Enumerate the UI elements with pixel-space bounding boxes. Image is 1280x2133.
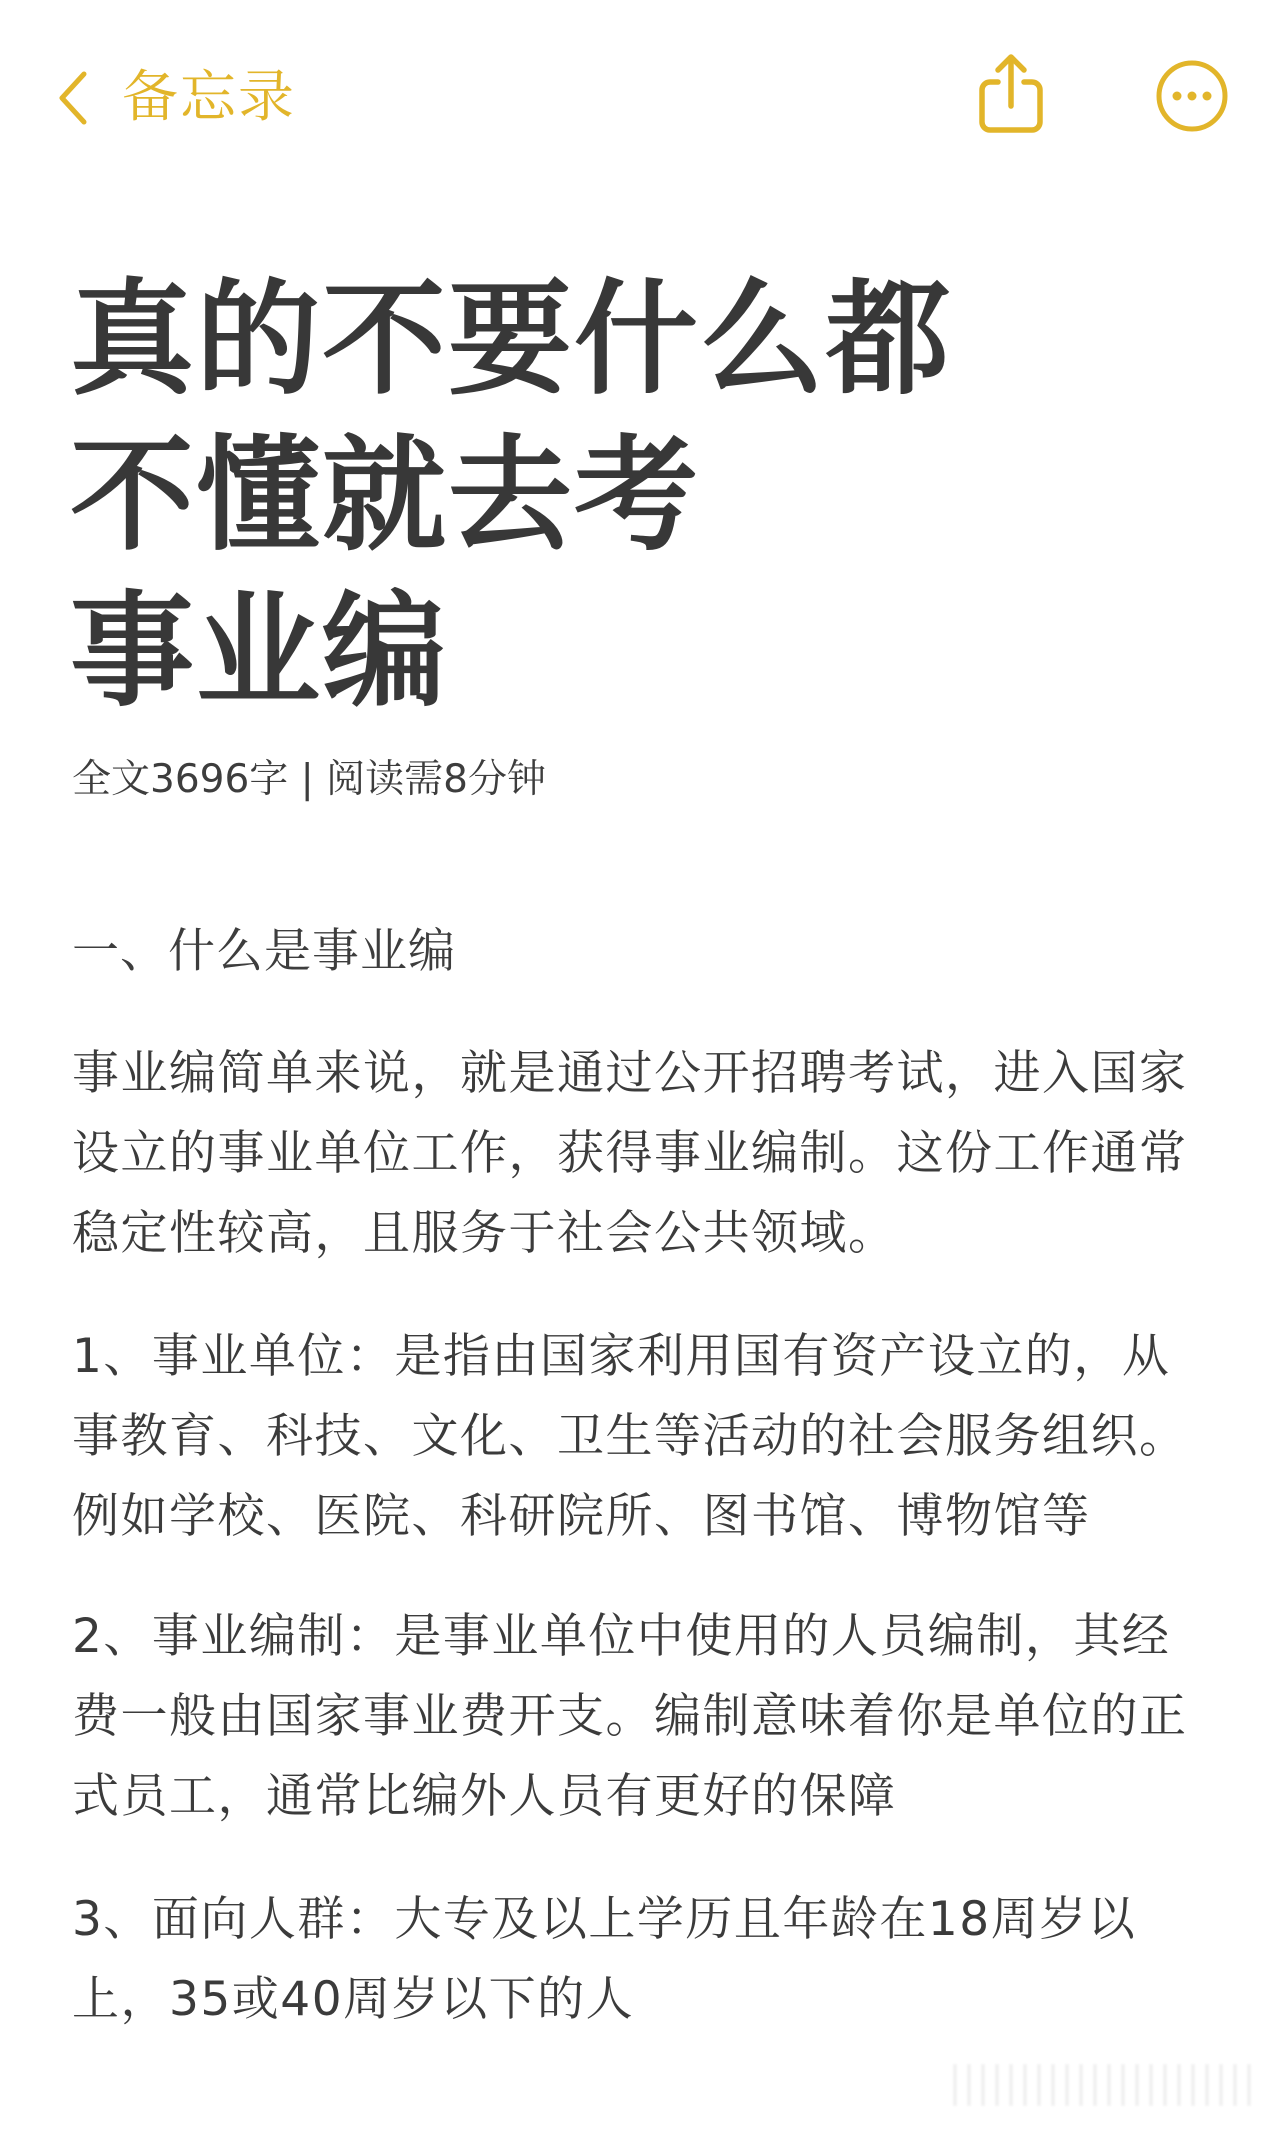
- title-line: 真的不要什么都: [70, 268, 953, 412]
- text-line: 稳定性较高，且服务于社会公共领域。: [72, 1206, 897, 1261]
- text-line: 式员工，通常比编外人员有更好的保障: [72, 1769, 897, 1824]
- text-line: 费一般由国家事业费开支。编制意味着你是单位的正: [72, 1689, 1188, 1744]
- paragraph-item-3: [72, 1880, 1136, 2040]
- more-ellipsis-icon: [1154, 58, 1230, 134]
- text-line: 2、事业编制：是事业单位中使用的人员编制，其经: [72, 1609, 1171, 1664]
- text-line: 例如学校、医院、科研院所、图书馆、博物馆等: [72, 1489, 1091, 1544]
- note-title: [70, 262, 952, 730]
- share-button[interactable]: [972, 50, 1050, 136]
- more-button[interactable]: [1154, 58, 1230, 134]
- navigation-bar: [0, 0, 1280, 190]
- text-line: 事业编简单来说，就是通过公开招聘考试，进入国家: [72, 1046, 1188, 1101]
- text-line: 上，35或40周岁以下的人: [72, 1972, 635, 2027]
- share-icon: [972, 50, 1050, 136]
- reading-meta: 全文3696字 | 阅读需8分钟: [72, 757, 546, 802]
- chevron-left-icon: [52, 68, 92, 128]
- text-line: 3、面向人群：大专及以上学历且年龄在18周岁以: [72, 1892, 1137, 1947]
- title-line: 不懂就去考: [70, 424, 701, 568]
- blurred-watermark: [953, 2064, 1251, 2106]
- text-line: 1、事业单位：是指由国家利用国有资产设立的，从: [72, 1329, 1171, 1384]
- text-line: 设立的事业单位工作，获得事业编制。这份工作通常: [72, 1126, 1188, 1181]
- back-label: 备忘录: [122, 65, 296, 130]
- section-heading: 一、什么是事业编: [72, 924, 456, 979]
- text-line: 事教育、科技、文化、卫生等活动的社会服务组织。: [72, 1409, 1188, 1464]
- paragraph-item-2: [72, 1597, 1188, 1837]
- paragraph-intro: [72, 1034, 1188, 1274]
- paragraph-item-1: [72, 1317, 1188, 1557]
- title-line: 事业编: [70, 580, 449, 724]
- back-button[interactable]: [52, 62, 296, 134]
